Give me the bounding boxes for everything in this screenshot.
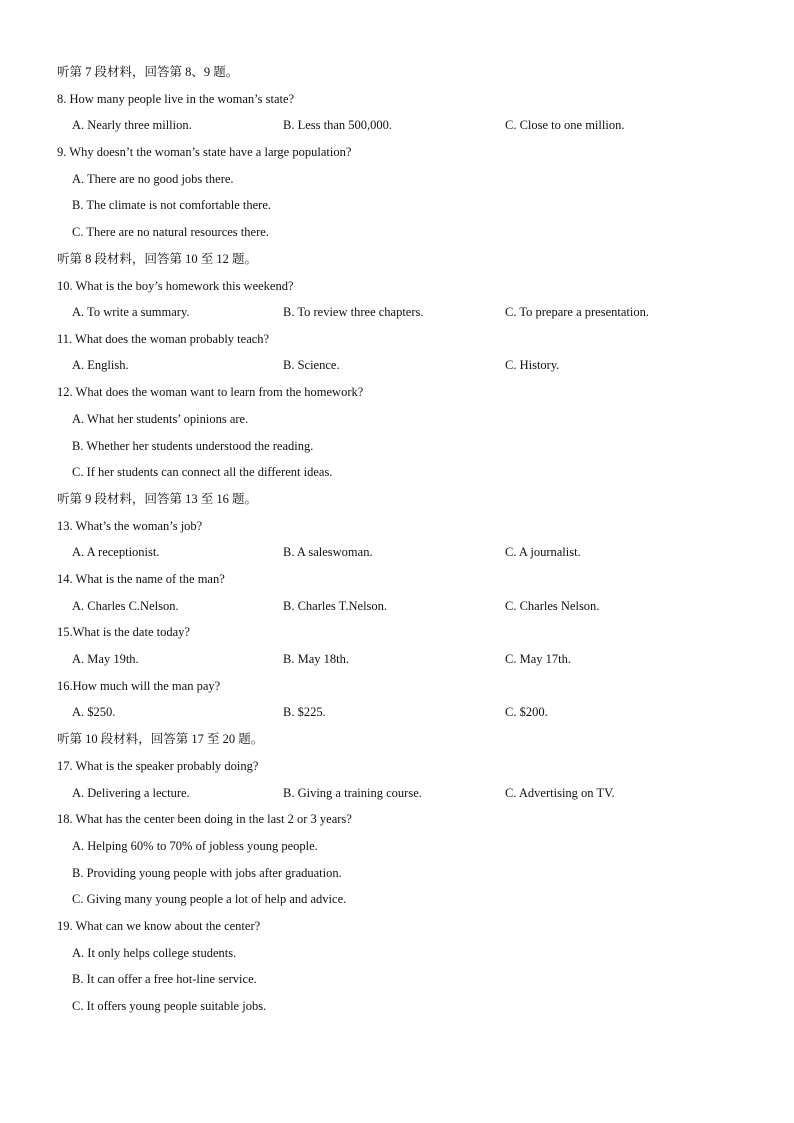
question-14-option-a: A. Charles C.Nelson. bbox=[72, 599, 179, 613]
question-19-option-c: C. It offers young people suitable jobs. bbox=[72, 999, 267, 1013]
question-19-option-b: B. It can offer a free hot-line service. bbox=[72, 972, 257, 986]
question-9-stem: 9. Why doesn’t the woman’s state have a large population? bbox=[57, 145, 352, 159]
question-18-stem: 18. What has the center been doing in the last 2 or 3 years? bbox=[57, 812, 352, 826]
question-14-option-c: C. Charles Nelson. bbox=[505, 599, 600, 613]
question-13-option-c: C. A journalist. bbox=[505, 545, 581, 559]
question-12-option-b: B. Whether her students understood the reading. bbox=[72, 439, 314, 453]
question-14-option-b: B. Charles T.Nelson. bbox=[283, 599, 388, 613]
question-10-stem: 10. What is the boy’s homework this weekend? bbox=[57, 279, 294, 293]
question-18-option-c: C. Giving many young people a lot of help and advice. bbox=[72, 892, 347, 906]
question-16-option-a: A. $250. bbox=[72, 705, 116, 719]
question-18-option-b: B. Providing young people with jobs after graduation. bbox=[72, 866, 342, 880]
question-15-option-b: B. May 18th. bbox=[283, 652, 349, 666]
question-12-option-c: C. If her students can connect all the different ideas. bbox=[72, 465, 333, 479]
question-10-option-c: C. To prepare a presentation. bbox=[505, 305, 649, 319]
question-8-option-a: A. Nearly three million. bbox=[72, 118, 192, 132]
question-12-option-a: A. What her students’ opinions are. bbox=[72, 412, 249, 426]
question-16-option-c: C. $200. bbox=[505, 705, 548, 719]
section-heading: 听第 7 段材料，回答第 8、9 题。 bbox=[57, 65, 239, 79]
question-8-option-c: C. Close to one million. bbox=[505, 118, 625, 132]
question-15-option-a: A. May 19th. bbox=[72, 652, 139, 666]
question-11-option-a: A. English. bbox=[72, 358, 129, 372]
question-10-option-a: A. To write a summary. bbox=[72, 305, 190, 319]
question-17-option-b: B. Giving a training course. bbox=[283, 786, 422, 800]
question-11-stem: 11. What does the woman probably teach? bbox=[57, 332, 270, 346]
question-10-option-b: B. To review three chapters. bbox=[283, 305, 424, 319]
section-heading: 听第 9 段材料，回答第 13 至 16 题。 bbox=[57, 492, 258, 506]
question-9-option-c: C. There are no natural resources there. bbox=[72, 225, 269, 239]
question-9-option-b: B. The climate is not comfortable there. bbox=[72, 198, 272, 212]
question-17-option-c: C. Advertising on TV. bbox=[505, 786, 615, 800]
question-13-option-a: A. A receptionist. bbox=[72, 545, 160, 559]
question-17-stem: 17. What is the speaker probably doing? bbox=[57, 759, 259, 773]
question-11-option-b: B. Science. bbox=[283, 358, 340, 372]
question-11-option-c: C. History. bbox=[505, 358, 560, 372]
question-8-option-b: B. Less than 500,000. bbox=[283, 118, 393, 132]
question-17-option-a: A. Delivering a lecture. bbox=[72, 786, 190, 800]
question-13-option-b: B. A saleswoman. bbox=[283, 545, 373, 559]
question-14-stem: 14. What is the name of the man? bbox=[57, 572, 225, 586]
question-8-stem: 8. How many people live in the woman’s state? bbox=[57, 92, 295, 106]
question-15-option-c: C. May 17th. bbox=[505, 652, 571, 666]
question-9-option-a: A. There are no good jobs there. bbox=[72, 172, 234, 186]
question-15-stem: 15.What is the date today? bbox=[57, 625, 190, 639]
question-18-option-a: A. Helping 60% to 70% of jobless young people. bbox=[72, 839, 318, 853]
question-19-stem: 19. What can we know about the center? bbox=[57, 919, 261, 933]
question-12-stem: 12. What does the woman want to learn from the homework? bbox=[57, 385, 364, 399]
section-heading: 听第 8 段材料，回答第 10 至 12 题。 bbox=[57, 252, 258, 266]
question-16-option-b: B. $225. bbox=[283, 705, 326, 719]
question-16-stem: 16.How much will the man pay? bbox=[57, 679, 221, 693]
section-heading: 听第 10 段材料，回答第 17 至 20 题。 bbox=[57, 732, 264, 746]
question-19-option-a: A. It only helps college students. bbox=[72, 946, 237, 960]
question-13-stem: 13. What’s the woman’s job? bbox=[57, 519, 203, 533]
